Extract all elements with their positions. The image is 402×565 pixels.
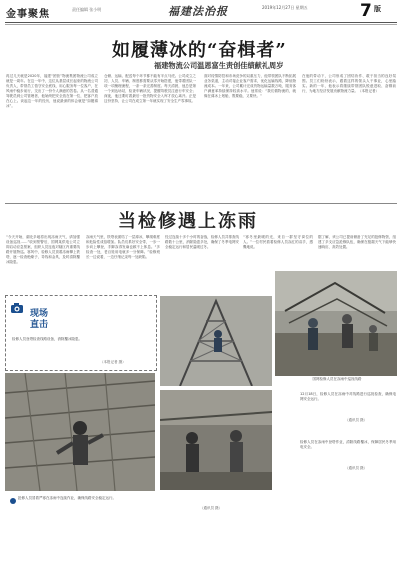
section-divider <box>5 203 397 204</box>
sidebar-live-box <box>5 295 157 371</box>
story2-column-4: “寒冬里最暖的光，来自一群坚守岗位的人。”一位村民看着检修人员冻红的双手，感慨地说。 <box>243 235 313 249</box>
photo-caption-3: 检修人员在冻雨中登塔作业，清除线路覆冰，保障居民冬季用电安全。 <box>300 440 396 449</box>
header-divider <box>5 22 397 23</box>
story1-column-3: 面对疫情防控和市场竞争的双重压力，他带领团队不断拓展业务渠道，主动对接企业客户需求，优化运输线路，降低物流成本。一年来，公司累计完成货物运输量数万吨，服务客户满意率持续保持较高水平。他常说：“我们做物流的，就像在薄冰上划船，既要稳，又要快。” <box>204 74 296 98</box>
middle-photo-tower <box>160 296 272 386</box>
page-number: 7 <box>360 1 372 21</box>
story2-column-5: 据了解，该公司已提前储备了充足的抢修物资，组建了多支应急抢修队伍，确保在极端天气下能够快速响应、高效处置。 <box>318 235 396 249</box>
story1-column-2: 仓储、运输、配送每个环节都不能有半点马虎。公司成立之初，人员、车辆、制度都需要从零开始搭建，他带着团队一项一项梳理流程，一条一条完善制度。每天清晨，他总是第一个到达场站，检查车辆状况，提醒驾驶员注意行车安全；深夜，他还要盯着最后一批货物安全入库才放心离开。正是这份坚持，让公司在成立第一年就实现了安全生产零事故。 <box>104 74 196 103</box>
photo-credit-2: （通讯员 摄） <box>345 418 368 422</box>
story2-column-2: 冻雨天气里，铁塔表面结了一层薄冰，攀爬难度和危险性成倍增加。队员们系好安全带，一步一步向上攀登，手脚冻得发麻也顾不上休息。“多检查一处，老百姓用电就多一分保障。”检修班长一边说着，一边仔细记录每一处缺陷。 <box>86 235 160 259</box>
story1-column-1: 再过几天就是2020年，福建“团营”物流集团物流公司成立就是一周年。在这一年中，这位从基层成长起来的物流公司负责人，带领员工恪守安全底线、用心服务每一位客户，在风雨中稳步前行，交出了一份令人满意的答卷。从一名普通驾驶员到公司管理者，他始终把安全放在第一位，把客户放在心上。谈起这一年的经历，他说最深的体会就是“如履薄冰”。 <box>6 74 98 108</box>
sidebar-caption: 检修人员登塔检查线路设备，消除覆冰隐患。 <box>12 337 82 341</box>
photo-repair-crew <box>160 390 272 490</box>
main-photo-linemen <box>275 271 397 376</box>
camera-icon <box>10 300 24 314</box>
story2-headline: 当检修遇上冻雨 <box>118 211 258 232</box>
sidebar-title-line-2: 直击 <box>30 320 49 330</box>
story2-column-1: “今天开始，湖北多地将出现冻雨天气，请加强设备巡视……”收到预警后，国网某供电公司立即启动应急预案，组织人员连夜对辖区内重要线路开展特巡。寒风中，检修人员顶着冻雨攀上铁塔，逐一检查绝缘子、导线和金具，及时清除覆冰隐患。 <box>6 235 80 264</box>
story1-column-4: 在他的带动下，公司形成了团结协作、敢于担当的良好氛围。员工们纷纷表示，跟着这样的领头人干事业，心里踏实。新的一年，他表示将继续带领团队锐意进取、奋楫前行，为地方经济发展贡献物流力量。（本报记者） <box>302 74 396 93</box>
photo-credit-3: （通讯员 摄） <box>345 466 368 470</box>
story1-headline: 如履薄冰的“奋楫者” <box>112 40 287 61</box>
story2-column-3: 经过连续十多个小时的奋战，检修人员共排查线路数十公里，消除隐患多处，确保了冬季电网安全稳定运行和居民温暖过冬。 <box>165 235 239 249</box>
header-divider-thin <box>5 24 397 25</box>
editor-line: 责任编辑 张小明 <box>72 7 102 12</box>
sidebar-credit: （本报记者 摄） <box>100 360 126 364</box>
story1-subhead: 福建物流公司温恩富生责创佳绩献礼周岁 <box>154 61 284 70</box>
photo-caption-2: 12月18日，检修人员在冻雨中对线路进行巡视检查，确保电网安全运行。 <box>300 392 396 401</box>
section-masthead: 金事聚焦 <box>6 9 50 20</box>
caption-bullet-icon <box>10 498 16 504</box>
sidebar-title <box>30 309 70 331</box>
page-edition-label: 版 <box>374 5 381 13</box>
main-photo-caption: 国网检修人员在冻雨中巡视线路 <box>312 377 362 381</box>
issue-date: 2019年12月27日 星期五 <box>262 5 308 10</box>
photo-workers-grid <box>5 373 155 491</box>
newspaper-name: 福建法治报 <box>168 5 228 18</box>
bottom-caption: 抢修人员冒着严寒在冻雨中连续作业，确保线路安全稳定运行。 <box>18 496 116 500</box>
sidebar-title-line-1: 现场 <box>30 309 49 319</box>
bottom-credit: （通讯员 摄） <box>200 506 223 510</box>
